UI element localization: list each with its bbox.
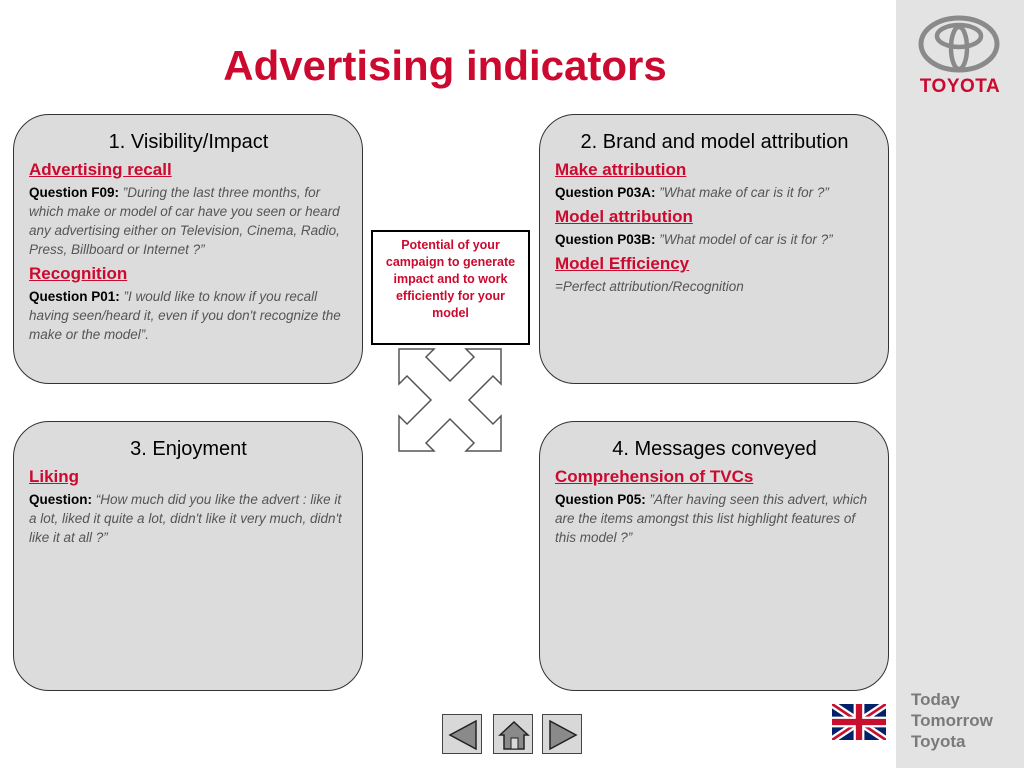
question-text: ”After having seen this advert, which are the items amongst this list highlight features of this model ?”: [555, 492, 868, 545]
enjoyment-panel: [13, 421, 363, 691]
question-text: ”During the last three months, for which make or model of car have you seen or heard any advertising either on Television, Cinema, Radio, Press, Billboard or Internet ?”: [29, 185, 340, 257]
panel-title: 3. Enjoyment: [130, 438, 247, 460]
question-label: Question P05:: [555, 492, 646, 507]
home-icon: [494, 715, 534, 755]
slogan-line: Tomorrow: [911, 711, 993, 730]
question-p01: [29, 287, 348, 344]
question-p03a: [555, 183, 874, 202]
slogan: [911, 689, 1021, 752]
back-arrow-icon: [443, 715, 483, 755]
question-label: Question:: [29, 492, 92, 507]
brand-model-attribution-panel: [539, 114, 889, 384]
section-heading-recognition: Recognition: [29, 264, 128, 283]
back-button[interactable]: [442, 714, 482, 754]
forward-button[interactable]: [542, 714, 582, 754]
home-button[interactable]: [493, 714, 533, 754]
center-summary-box: Potential of your campaign to generate impact and to work efficiently for your model: [371, 230, 530, 345]
panel-title: 2. Brand and model attribution: [580, 131, 849, 153]
brand-wordmark: TOYOTA: [919, 76, 1001, 97]
visibility-impact-panel: [13, 114, 363, 384]
model-efficiency-formula: [555, 277, 874, 296]
uk-flag-language-icon[interactable]: [832, 704, 886, 740]
toyota-emblem-icon: [918, 14, 1000, 74]
brand-sidebar: [896, 0, 1024, 768]
question-text: ”What model of car is it for ?”: [655, 232, 833, 247]
section-heading-advertising-recall: Advertising recall: [29, 160, 172, 179]
panel-title: 4. Messages conveyed: [612, 438, 817, 460]
slogan-line: Today: [911, 690, 960, 709]
question-text: “How much did you like the advert : like it a lot, liked it quite a lot, didn't like it very much, didn't like it at all ?”: [29, 492, 342, 545]
messages-conveyed-panel: [539, 421, 889, 691]
section-heading-model-efficiency: Model Efficiency: [555, 254, 690, 273]
question-label: Question P03A:: [555, 185, 656, 200]
formula-text: =Perfect attribution/Recognition: [555, 279, 744, 294]
question-label: Question P01:: [29, 289, 120, 304]
section-heading-model-attribution: Model attribution: [555, 207, 693, 226]
section-heading-make-attribution: Make attribution: [555, 160, 687, 179]
slogan-line: Toyota: [911, 732, 966, 751]
question-liking: [29, 490, 348, 547]
question-f09: [29, 183, 348, 259]
forward-arrow-icon: [543, 715, 583, 755]
question-label: Question F09:: [29, 185, 120, 200]
question-p03b: [555, 230, 874, 249]
question-p05: [555, 490, 874, 547]
section-heading-comprehension: Comprehension of TVCs: [555, 467, 754, 486]
page-title: Advertising indicators: [223, 42, 667, 89]
question-text: ”I would like to know if you recall having seen/heard it, even if you don't recognize the make or the model”.: [29, 289, 341, 342]
section-heading-liking: Liking: [29, 467, 80, 486]
question-label: Question P03B:: [555, 232, 656, 247]
question-text: ”What make of car is it for ?”: [655, 185, 829, 200]
panel-title: 1. Visibility/Impact: [108, 131, 269, 153]
four-way-arrows-icon: [396, 346, 504, 454]
